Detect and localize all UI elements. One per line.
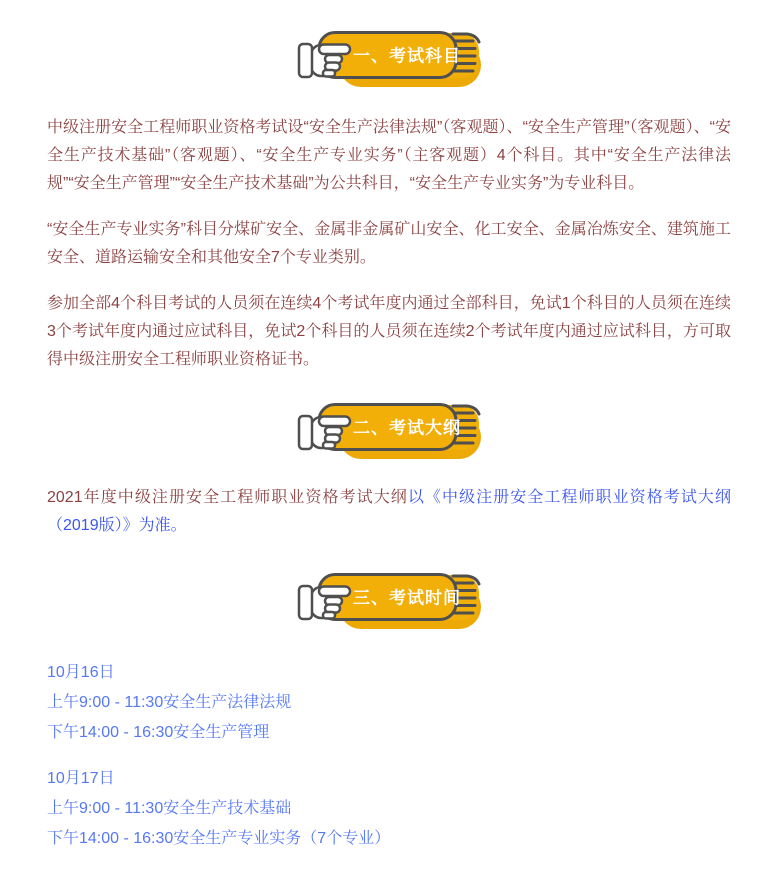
banner-graphic	[293, 572, 485, 634]
schedule-session: 上午9:00 - 11:30安全生产技术基础	[47, 800, 292, 817]
syllabus-text: 2021年度中级注册安全工程师职业资格考试大纲	[47, 489, 408, 506]
paragraph-subjects-2: “安全生产专业实务”科目分煤矿安全、金属非金属矿山安全、化工安全、金属冶炼安全、建筑施工安全、道路运输安全和其他安全7个专业类别。	[47, 221, 731, 266]
section-title: 二、考试大纲	[353, 418, 461, 438]
schedule-session: 上午9:00 - 11:30安全生产法律法规	[47, 694, 292, 711]
paragraph-subjects-1: 中级注册安全工程师职业资格考试设“安全生产法律法规”（客观题）、“安全生产管理”（客观题）、“安全生产技术基础”（客观题）、“安全生产专业实务”（主客观题）4个科目。其中“安全生产法律法规”“安全生产管理”“安全生产技术基础”为公共科目，“安全生产专业实务”为专业科目。	[47, 119, 731, 192]
paragraph-subjects-3: 参加全部4个科目考试的人员须在连续4个考试年度内通过全部科目，免试1个科目的人员须在连续3个考试年度内通过应试科目，免试2个科目的人员须在连续2个考试年度内通过应试科目，方可取得中级注册安全工程师职业资格证书。	[47, 295, 731, 368]
section-title: 三、考试时间	[353, 588, 461, 608]
section-banner-exam-syllabus	[47, 402, 731, 464]
syllabus-link[interactable]: 以《中级注册安全工程师职业资格考试大纲（2019版）》为准。	[47, 489, 731, 534]
schedule-session: 下午14:00 - 16:30安全生产专业实务（7个专业）	[47, 830, 391, 847]
section-banner-exam-subjects	[47, 30, 731, 92]
paragraph-syllabus	[47, 484, 731, 540]
banner-graphic	[293, 402, 485, 464]
schedule-day-2	[47, 764, 731, 854]
schedule-date: 10月17日	[47, 770, 115, 787]
banner-graphic	[293, 30, 485, 92]
schedule-day-1	[47, 658, 731, 748]
section-banner-exam-time	[47, 572, 731, 634]
section-title: 一、考试科目	[353, 46, 461, 66]
schedule-date: 10月16日	[47, 664, 115, 681]
schedule-session: 下午14:00 - 16:30安全生产管理	[47, 724, 270, 741]
